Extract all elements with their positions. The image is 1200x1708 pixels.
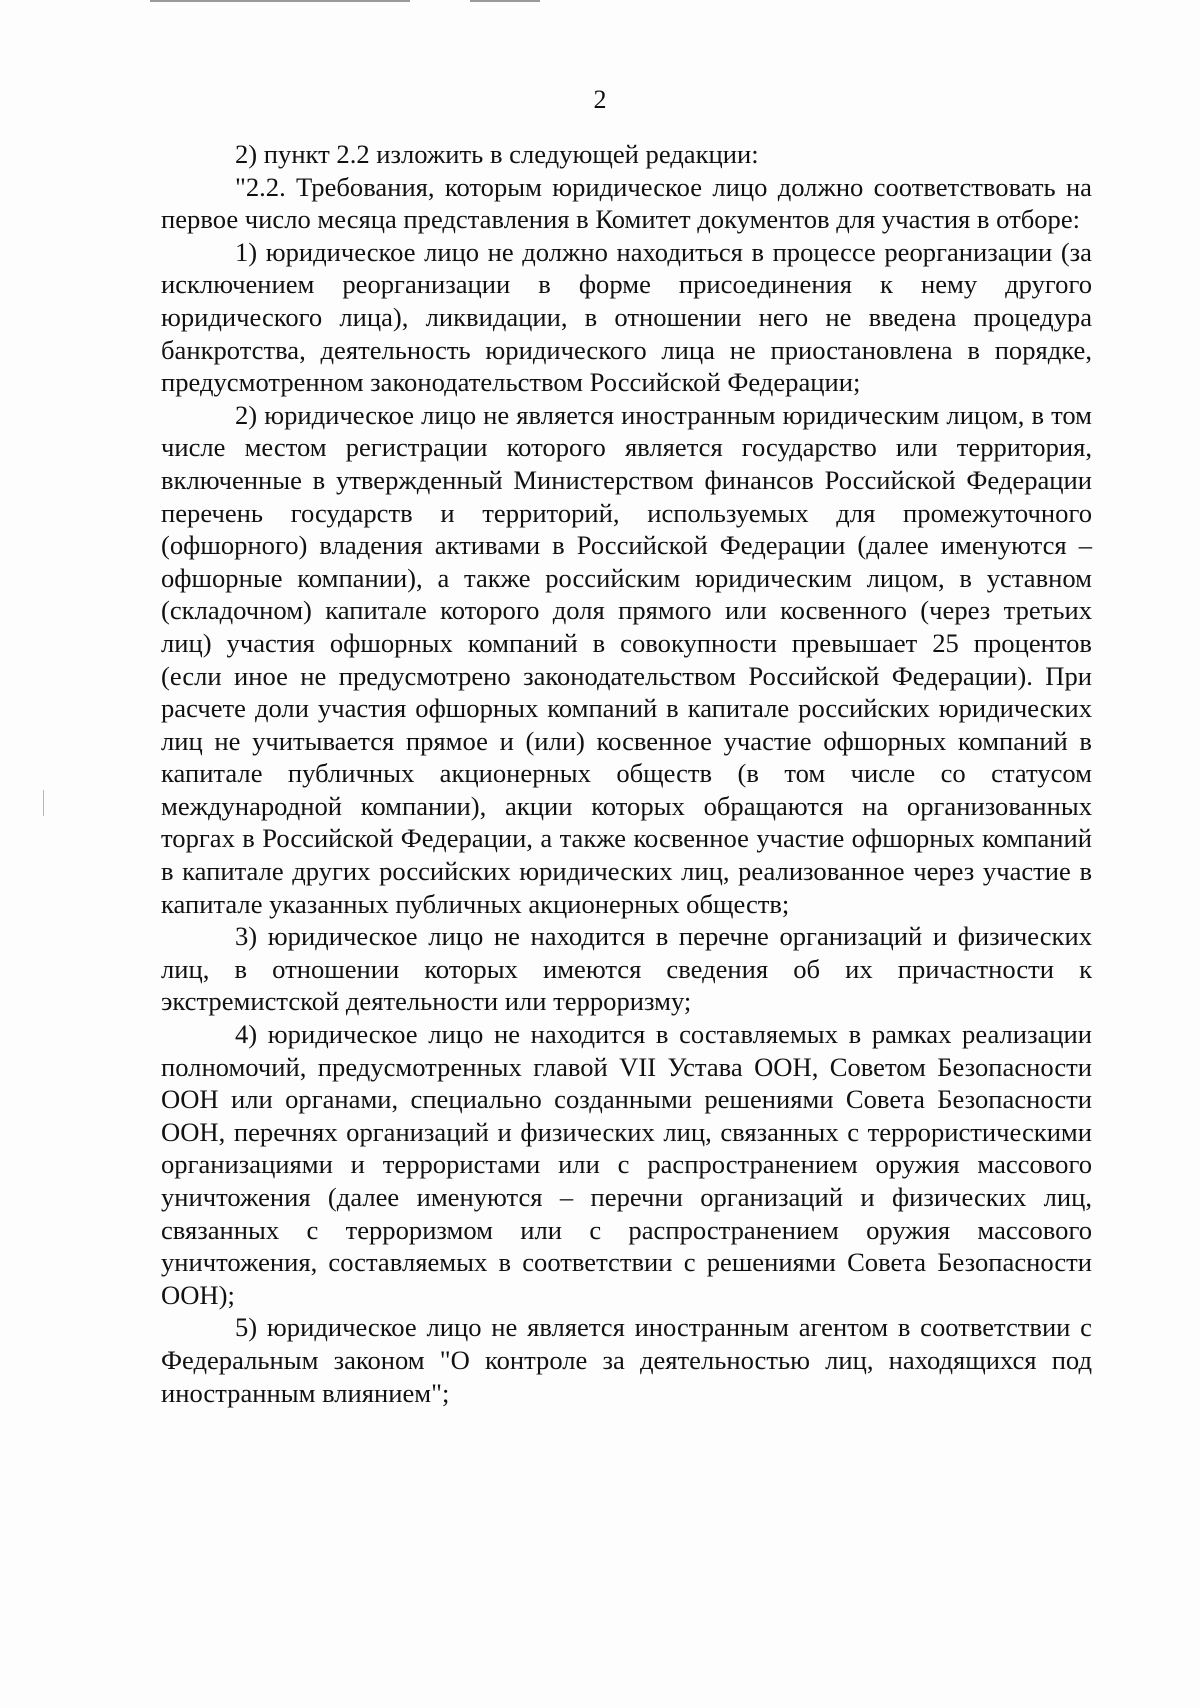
paragraph-requirement-2: 2) юридическое лицо не является иностранным юридическим лицом, в том числе местом регистрации которого является государство или территория, включенные в утвержденный Министерством финансов Российской Федерации перечень государств и территорий, используемых для промежуточного (офшорного) владения активами в Российской Федерации (далее именуются – офшорные компании), а также российским юридическим лицом, в уставном (складочном) капитале которого доля прямого или косвенного (через третьих лиц) участия офшорных компаний в совокупности превышает 25 процентов (если иное не предусмотрено законодательством Российской Федерации). При расчете доли участия офшорных компаний в капитале российских юридических лиц не учитывается прямое и (или) косвенное участие офшорных компаний в капитале публичных акционерных обществ (в том числе со статусом международной компании), акции которых обращаются на организованных торгах в Российской Федерации, а также косвенное участие офшорных компаний в капитале других российских юридических лиц, реализованное через участие в капитале указанных публичных акционерных обществ; [161, 399, 1092, 919]
paragraph-clause-2-2: "2.2. Требования, которым юридическое лицо должно соответствовать на первое число месяца представления в Комитет документов для участия в отборе: [161, 171, 1092, 235]
paragraph-requirement-4: 4) юридическое лицо не находится в составляемых в рамках реализации полномочий, предусмотренных главой VII Устава ООН, Советом Безопасности ООН или органами, специально созданными решениями Совета Безопасности ООН, перечнях организаций и физических лиц, связанных с террористическими организациями и террористами или с распространением оружия массового уничтожения (далее именуются – перечни организаций и физических лиц, связанных с терроризмом или с распространением оружия массового уничтожения, составляемых в соответствии с решениями Совета Безопасности ООН); [161, 1019, 1092, 1310]
paragraph-requirement-3: 3) юридическое лицо не находится в перечне организаций и физических лиц, в отношении которых имеются сведения об их причастности к экстремистской деятельности или терроризму; [161, 921, 1092, 1017]
paragraph-requirement-1: 1) юридическое лицо не должно находиться в процессе реорганизации (за исключением реорганизации в форме присоединения к нему другого юридического лица), ликвидации, в отношении него не введена процедура банкротства, деятельность юридического лица не приостановлена в порядке, предусмотренном законодательством Российской Федерации; [161, 236, 1092, 398]
document-body [161, 138, 1092, 1409]
scan-edge-line [150, 0, 410, 2]
paragraph-requirement-5: 5) юридическое лицо не является иностранным агентом в соответствии с Федеральным законом "О контроле за деятельностью лиц, находящихся под иностранным влиянием"; [161, 1312, 1092, 1408]
scan-edge-line [470, 0, 540, 2]
page-number: 2 [593, 85, 607, 114]
scan-margin-mark [43, 790, 44, 816]
paragraph-item-2: 2) пункт 2.2 изложить в следующей редакции: [235, 139, 759, 169]
